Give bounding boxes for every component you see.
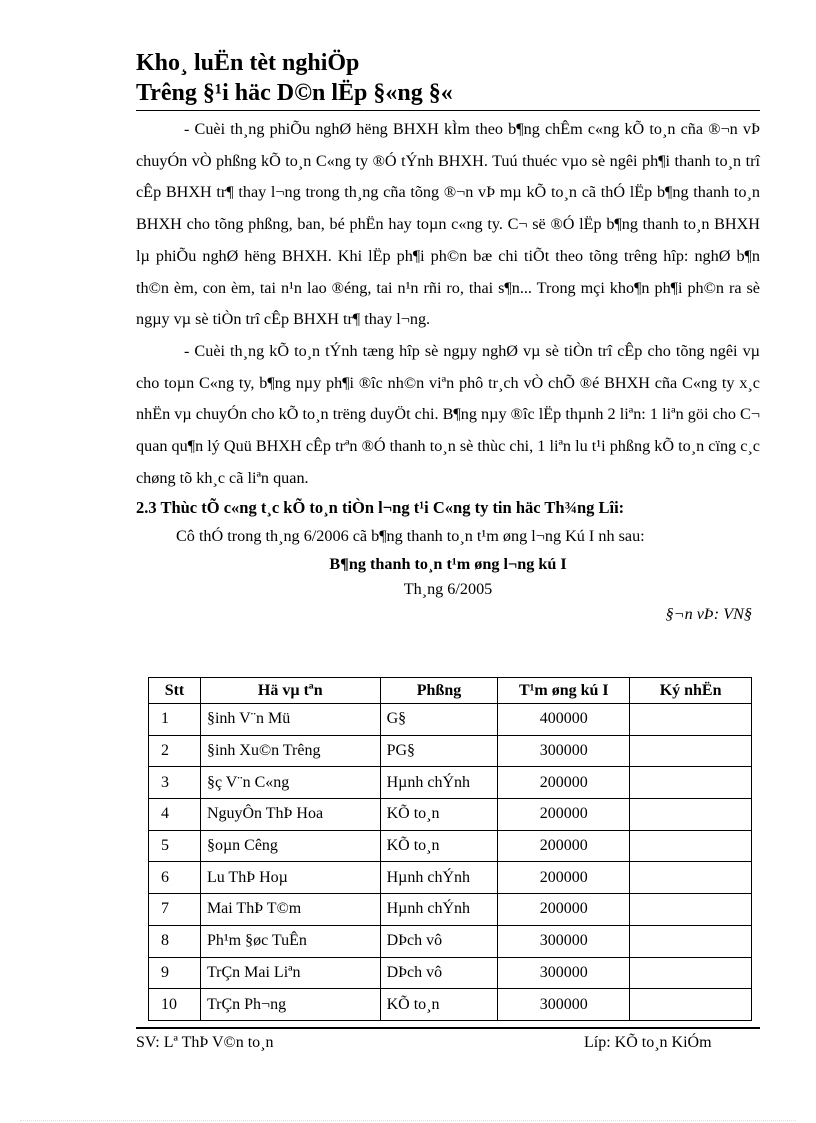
table-row	[149, 830, 752, 862]
cell-name: Ph¹m §øc TuÊn	[200, 925, 380, 957]
footer-rule	[136, 1027, 760, 1029]
table-subtitle: Th¸ng 6/2005	[403, 580, 493, 599]
table-row	[149, 894, 752, 926]
cell-signature	[630, 799, 752, 831]
section-title: 2.3 Thùc tÕ c«ng t¸c kÕ to¸n tiÒn l¬ng t¹i C«ng ty tin häc Th¾ng Lîi:	[136, 498, 625, 518]
cell-dept: G§	[380, 704, 498, 736]
cell-advance: 300000	[498, 989, 630, 1021]
document-body	[136, 114, 760, 627]
cell-advance: 200000	[498, 894, 630, 926]
cell-name: NguyÔn ThÞ Hoa	[200, 799, 380, 831]
header-rule	[136, 110, 760, 111]
footer-student: SV: Lª ThÞ V©n to¸n	[136, 1034, 274, 1051]
table-header-row	[149, 678, 752, 704]
cell-name: Lu ThÞ Hoµ	[200, 862, 380, 894]
cell-signature	[630, 830, 752, 862]
cell-dept: KÕ to¸n	[380, 830, 498, 862]
cell-name: §inh Xu©n Trêng	[200, 735, 380, 767]
page-edge-divider	[20, 1120, 796, 1121]
cell-stt: 1	[149, 704, 201, 736]
cell-dept: KÕ to¸n	[380, 799, 498, 831]
cell-dept: DÞch vô	[380, 925, 498, 957]
cell-advance: 200000	[498, 862, 630, 894]
cell-name: TrÇn Mai Liªn	[200, 957, 380, 989]
cell-stt: 9	[149, 957, 201, 989]
cell-dept: KÕ to¸n	[380, 989, 498, 1021]
cell-stt: 3	[149, 767, 201, 799]
cell-name: §inh V¨n Mü	[200, 704, 380, 736]
cell-stt: 4	[149, 799, 201, 831]
cell-signature	[630, 767, 752, 799]
cell-dept: Hµnh chÝnh	[380, 862, 498, 894]
col-header-stt: Stt	[149, 678, 201, 704]
col-header-dept: Phßng	[380, 678, 498, 704]
cell-signature	[630, 894, 752, 926]
cell-stt: 7	[149, 894, 201, 926]
cell-signature	[630, 862, 752, 894]
cell-stt: 10	[149, 989, 201, 1021]
cell-signature	[630, 989, 752, 1021]
paragraph-2: - Cuèi th¸ng kÕ to¸n tÝnh tæng hîp sè ngµy nghØ vµ sè tiÒn trî cÊp cho tõng ngêi vµ cho toµn C«ng ty, b¶ng nµy ph¶i ®îc nh©n viªn phô tr¸ch vÒ chÕ ®é BHXH cña C«ng ty x¸c nhËn vµ chuyÓn cho kÕ to¸n trëng duyÖt chi. B¶ng nµy ®îc lËp thµnh 2 liªn: 1 liªn göi cho C¬ quan qu¶n lý Quü BHXH cÊp trªn ®Ó thanh to¸n sè thùc chi, 1 liªn lu t¹i phßng kÕ to¸n cïng c¸c chøng tõ kh¸c cã liªn quan.	[136, 341, 760, 487]
cell-name: §ç V¨n C«ng	[200, 767, 380, 799]
cell-dept: DÞch vô	[380, 957, 498, 989]
cell-advance: 200000	[498, 830, 630, 862]
cell-signature	[630, 925, 752, 957]
table-row	[149, 925, 752, 957]
cell-advance: 300000	[498, 735, 630, 767]
cell-advance: 400000	[498, 704, 630, 736]
cell-stt: 8	[149, 925, 201, 957]
table-row	[149, 735, 752, 767]
table-row	[149, 799, 752, 831]
cell-dept: Hµnh chÝnh	[380, 767, 498, 799]
cell-signature	[630, 957, 752, 989]
table-row	[149, 989, 752, 1021]
col-header-advance: T¹m øng kú I	[498, 678, 630, 704]
cell-stt: 2	[149, 735, 201, 767]
cell-dept: PG§	[380, 735, 498, 767]
cell-signature	[630, 735, 752, 767]
header-title: Kho¸ luËn tèt nghiÖp	[136, 50, 360, 76]
cell-name: §oµn Cêng	[200, 830, 380, 862]
table-row	[149, 862, 752, 894]
cell-advance: 200000	[498, 767, 630, 799]
paragraph-1: - Cuèi th¸ng phiÕu nghØ hëng BHXH kÌm theo b¶ng chÊm c«ng kÕ to¸n cña ®¬n vÞ chuyÓn vÒ phßng kÕ to¸n C«ng ty ®Ó tÝnh BHXH. Tuú thuéc vµo sè ngêi ph¶i thanh to¸n trî cÊp BHXH tr¶ thay l¬ng trong th¸ng cña tõng ®¬n vÞ mµ kÕ to¸n cã thÓ lËp b¶ng thanh to¸n BHXH cho tõng phßng, ban, bé phËn hay toµn c«ng ty. C¬ së ®Ó lËp b¶ng thanh to¸n BHXH lµ phiÕu nghØ hëng BHXH. Khi lËp ph¶i ph©n bæ chi tiÕt theo tõng trêng hîp: nghØ b¶n th©n èm, con èm, tai n¹n lao ®éng, tai n¹n rñi ro, thai s¶n... Trong mçi kho¶n ph¶i ph©n ra sè ngµy vµ sè tiÒn trî cÊp BHXH tr¶ thay l¬ng.	[136, 120, 760, 329]
table-row	[149, 704, 752, 736]
header-school: Trêng §¹i häc D©n lËp §«ng §«	[136, 80, 453, 106]
cell-name: Mai ThÞ T©m	[200, 894, 380, 926]
col-header-name: Hä vµ tªn	[200, 678, 380, 704]
cell-advance: 300000	[498, 957, 630, 989]
unit-label: §¬n vÞ: VN§	[665, 605, 752, 624]
payment-table	[148, 677, 752, 1021]
cell-advance: 200000	[498, 799, 630, 831]
cell-stt: 6	[149, 862, 201, 894]
cell-dept: Hµnh chÝnh	[380, 894, 498, 926]
table-row	[149, 767, 752, 799]
table-title: B¶ng thanh to¸n t¹m øng l¬ng kú I	[329, 555, 567, 574]
cell-signature	[630, 704, 752, 736]
intro-text: Cô thÓ trong th¸ng 6/2006 cã b¶ng thanh to¸n t¹m øng l¬ng Kú I nh sau:	[176, 527, 645, 546]
document-header	[136, 48, 760, 108]
cell-advance: 300000	[498, 925, 630, 957]
cell-name: TrÇn Ph¬ng	[200, 989, 380, 1021]
footer-class: Líp: KÕ to¸n KiÓm	[584, 1034, 712, 1051]
cell-stt: 5	[149, 830, 201, 862]
table-row	[149, 957, 752, 989]
col-header-signature: Ký nhËn	[630, 678, 752, 704]
